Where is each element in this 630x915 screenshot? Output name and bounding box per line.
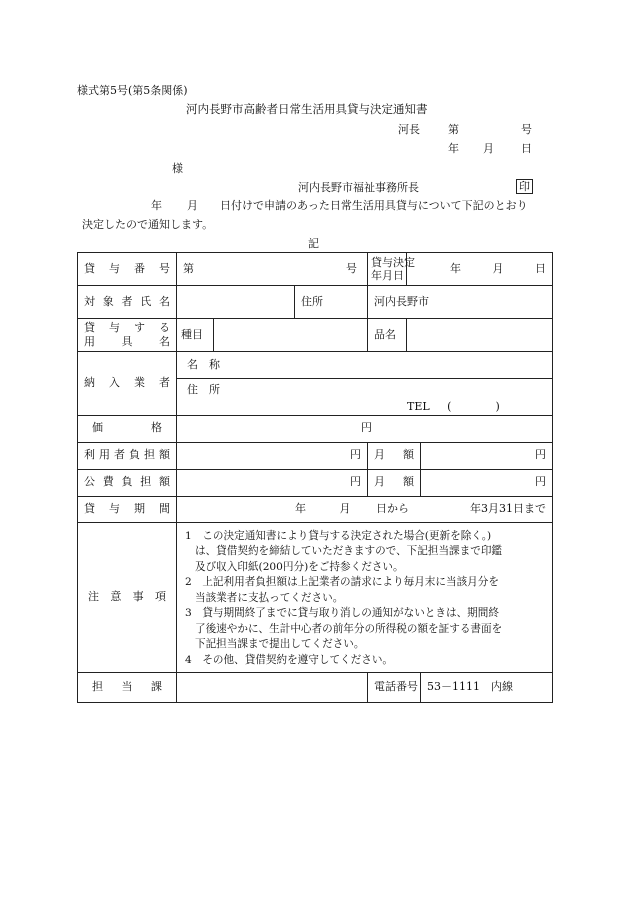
vendor-tel-label: TEL xyxy=(407,400,430,414)
kind-value xyxy=(214,319,368,352)
note-line: 当該業者に支払ってください。 xyxy=(195,591,344,604)
row-notes xyxy=(78,522,553,673)
row-period xyxy=(78,496,553,522)
price-value xyxy=(177,415,553,442)
intro-line2: 決定したので通知します。 xyxy=(82,218,214,231)
period-value xyxy=(177,496,553,522)
vendor-label: 納入業者 xyxy=(78,352,177,416)
item-label-line2: 用具名 xyxy=(84,335,170,348)
intro-line1: 日付けで申請のあった日常生活用具貸与について下記のとおり xyxy=(220,199,528,212)
loan-number-dai: 第 xyxy=(183,261,194,275)
period-month: 月 xyxy=(339,501,351,515)
decision-date-label xyxy=(368,253,415,286)
item-label-line1: 貸与する xyxy=(84,321,170,335)
decision-month: 月 xyxy=(492,261,504,275)
loan-number-go: 号 xyxy=(346,261,357,275)
price-label: 価格 xyxy=(78,415,177,442)
note-line: 了後速やかに、生計中心者の前年分の所得税の額を証する書面を xyxy=(195,622,503,635)
product-label: 品名 xyxy=(368,319,407,352)
decision-date-value xyxy=(407,253,553,286)
note-line: 2 上記利用者負担額は上記業者の請求により毎月末に当該月分を xyxy=(185,576,499,589)
public-monthly-value: 円 xyxy=(421,469,553,496)
phone-value: 53－1111 内線 xyxy=(421,673,553,703)
price-yen: 円 xyxy=(361,421,372,435)
form-number: 様式第5号(第5条関係) xyxy=(77,84,188,97)
row-public-burden xyxy=(78,469,553,496)
decision-year: 年 xyxy=(450,261,461,275)
row-vendor-name xyxy=(78,352,553,379)
decision-date-label-line1: 貸与決定 xyxy=(371,255,415,269)
subject-name-value xyxy=(177,286,295,319)
intro-year: 年 xyxy=(151,199,162,212)
period-until: 年3月31日まで xyxy=(470,501,546,515)
notes-cell xyxy=(177,522,553,673)
address-value: 河内長野市 xyxy=(368,286,553,319)
user-monthly-label: 月額 xyxy=(368,442,421,469)
subject-name-label: 対象者氏名 xyxy=(78,286,177,319)
reference-prefix: 河長 xyxy=(398,123,420,136)
address-label: 住所 xyxy=(295,286,368,319)
loan-number-cell xyxy=(177,253,368,286)
loan-decision-table xyxy=(77,252,553,703)
note-line: 4 その他、貸借契約を遵守してください。 xyxy=(185,653,394,666)
notes-label: 注意事項 xyxy=(78,522,177,673)
product-value xyxy=(407,319,553,352)
row-price xyxy=(78,415,553,442)
issue-date-day: 日 xyxy=(521,142,532,155)
phone-label: 電話番号 xyxy=(368,673,421,703)
user-burden-label: 利用者負担額 xyxy=(78,442,177,469)
row-loan-number xyxy=(78,253,553,286)
note-line: は、貸借契約を締結していただきますので、下記担当課まで印鑑 xyxy=(195,545,503,558)
note-line: 下記担当課まで提出してください。 xyxy=(195,638,365,651)
item-label xyxy=(78,319,177,352)
user-monthly-value: 円 xyxy=(421,442,553,469)
vendor-address-cell xyxy=(177,379,553,416)
department-value xyxy=(177,673,368,703)
ki-heading: 記 xyxy=(308,237,319,250)
period-label: 貸与期間 xyxy=(78,496,177,522)
row-user-burden xyxy=(78,442,553,469)
note-line: 及び収入印紙(200円分)をご持参ください。 xyxy=(195,560,404,573)
intro-month: 月 xyxy=(187,199,198,212)
vendor-tel xyxy=(187,400,546,414)
row-subject-name xyxy=(78,286,553,319)
row-item xyxy=(78,319,553,352)
public-burden-label: 公費負担額 xyxy=(78,469,177,496)
reference-go: 号 xyxy=(521,123,532,136)
issue-date-month: 月 xyxy=(483,142,494,155)
decision-day: 日 xyxy=(535,261,546,275)
decision-date-label-line2: 年月日 xyxy=(371,269,404,282)
public-monthly-label: 月額 xyxy=(368,469,421,496)
recipient-sama: 様 xyxy=(172,162,183,175)
vendor-tel-paren: ( ) xyxy=(447,400,500,414)
department-label: 担当課 xyxy=(78,673,177,703)
note-line: 1 この決定通知書により貸与する決定された場合(更新を除く。) xyxy=(185,529,492,542)
user-burden-value: 円 xyxy=(177,442,368,469)
public-burden-value: 円 xyxy=(177,469,368,496)
document-title: 河内長野市高齢者日常生活用具貸与決定通知書 xyxy=(186,102,428,116)
note-line: 3 貸与期間終了までに貸与取り消しの通知がないときは、期間終 xyxy=(185,607,499,620)
seal-mark xyxy=(516,179,533,194)
vendor-address-label: 住 所 xyxy=(187,383,220,396)
vendor-name-label: 名 称 xyxy=(177,352,553,379)
period-year: 年 xyxy=(295,501,306,515)
period-from: 日から xyxy=(376,501,409,515)
reference-dai: 第 xyxy=(448,123,459,136)
issue-date-year: 年 xyxy=(448,142,459,155)
kind-label: 種目 xyxy=(177,319,214,352)
sender-name: 河内長野市福祉事務所長 xyxy=(298,181,419,194)
row-department xyxy=(78,673,553,703)
loan-number-label: 貸与番号 xyxy=(78,253,177,286)
seal-text: 印 xyxy=(516,179,533,194)
